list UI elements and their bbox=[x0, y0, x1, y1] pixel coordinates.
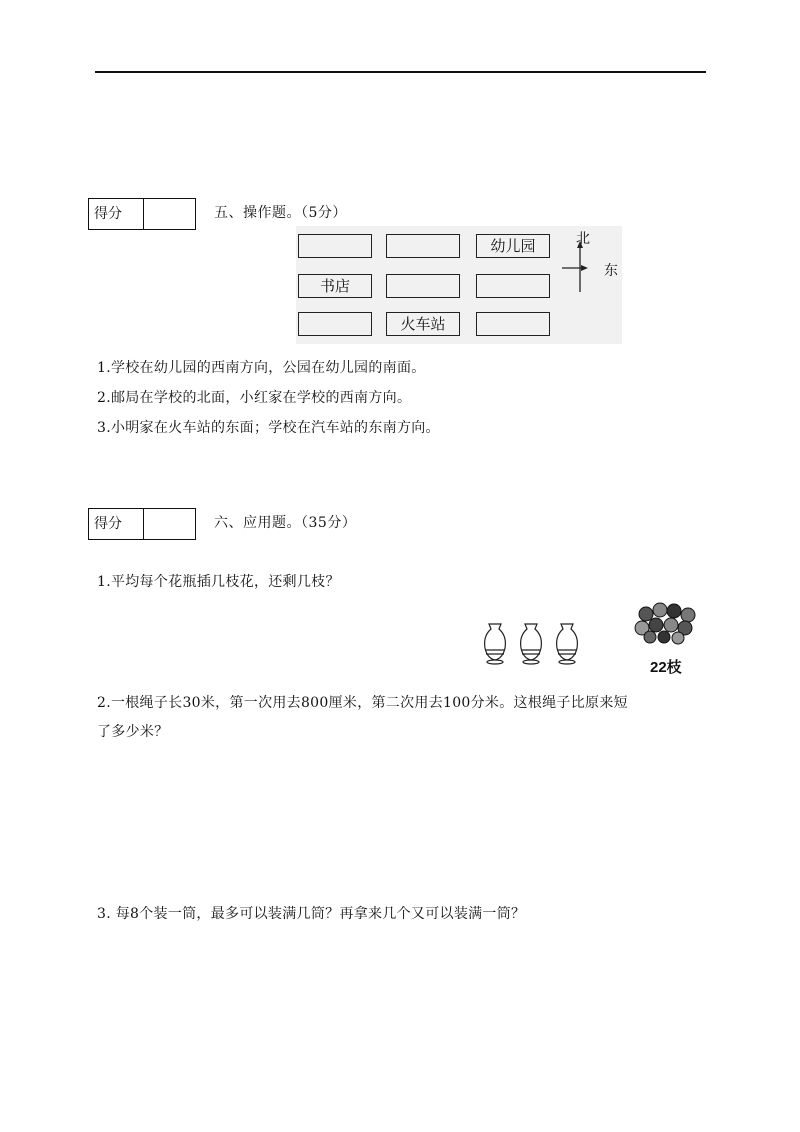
vases-illustration bbox=[480, 620, 586, 666]
question-6-3: 3. 每8个装一筒，最多可以装满几筒？再拿来几个又可以装满一筒？ bbox=[97, 906, 526, 922]
top-rule bbox=[95, 71, 706, 73]
question-6-2-line1: 2.一根绳子长30米，第一次用去800厘米，第二次用去100分米。这根绳子比原来短 bbox=[97, 695, 628, 711]
score-label: 得分 bbox=[89, 199, 144, 229]
score-blank[interactable] bbox=[144, 199, 195, 229]
score-label: 得分 bbox=[89, 509, 144, 539]
compass-arrows-icon bbox=[558, 240, 588, 296]
question-6-2-line2: 了多少米？ bbox=[97, 724, 169, 740]
vase-icon bbox=[557, 624, 578, 664]
question-5-3: 3.小明家在火车站的东面；学校在汽车站的东南方向。 bbox=[97, 420, 440, 436]
score-box-6 bbox=[88, 508, 196, 540]
compass-east-label: 东 bbox=[604, 263, 618, 279]
map-cell[interactable]: 幼儿园 bbox=[476, 234, 550, 258]
map-cell[interactable] bbox=[476, 274, 550, 298]
vase-icon bbox=[521, 624, 542, 664]
section-title-5: 五、操作题。（5分） bbox=[214, 205, 347, 221]
map-cell[interactable] bbox=[298, 234, 372, 258]
question-5-2: 2.邮局在学校的北面，小红家在学校的西南方向。 bbox=[97, 390, 412, 406]
direction-map bbox=[296, 226, 622, 344]
question-5-1: 1.学校在幼儿园的西南方向，公园在幼儿园的南面。 bbox=[97, 360, 426, 376]
compass-north-label: 北 bbox=[576, 231, 590, 247]
map-cell[interactable] bbox=[386, 234, 460, 258]
score-box-5 bbox=[88, 198, 196, 230]
map-cell[interactable]: 火车站 bbox=[386, 312, 460, 336]
score-blank[interactable] bbox=[144, 509, 195, 539]
flower-count-label: 22枝 bbox=[650, 659, 682, 676]
section-title-6: 六、应用题。（35分） bbox=[214, 515, 357, 531]
map-cell[interactable] bbox=[386, 274, 460, 298]
question-6-1: 1.平均每个花瓶插几枝花，还剩几枝？ bbox=[97, 574, 340, 590]
vase-icon bbox=[485, 624, 506, 664]
map-cell[interactable] bbox=[476, 312, 550, 336]
map-cell[interactable] bbox=[298, 312, 372, 336]
map-cell[interactable]: 书店 bbox=[298, 274, 372, 298]
flower-bunch-icon bbox=[634, 602, 700, 646]
